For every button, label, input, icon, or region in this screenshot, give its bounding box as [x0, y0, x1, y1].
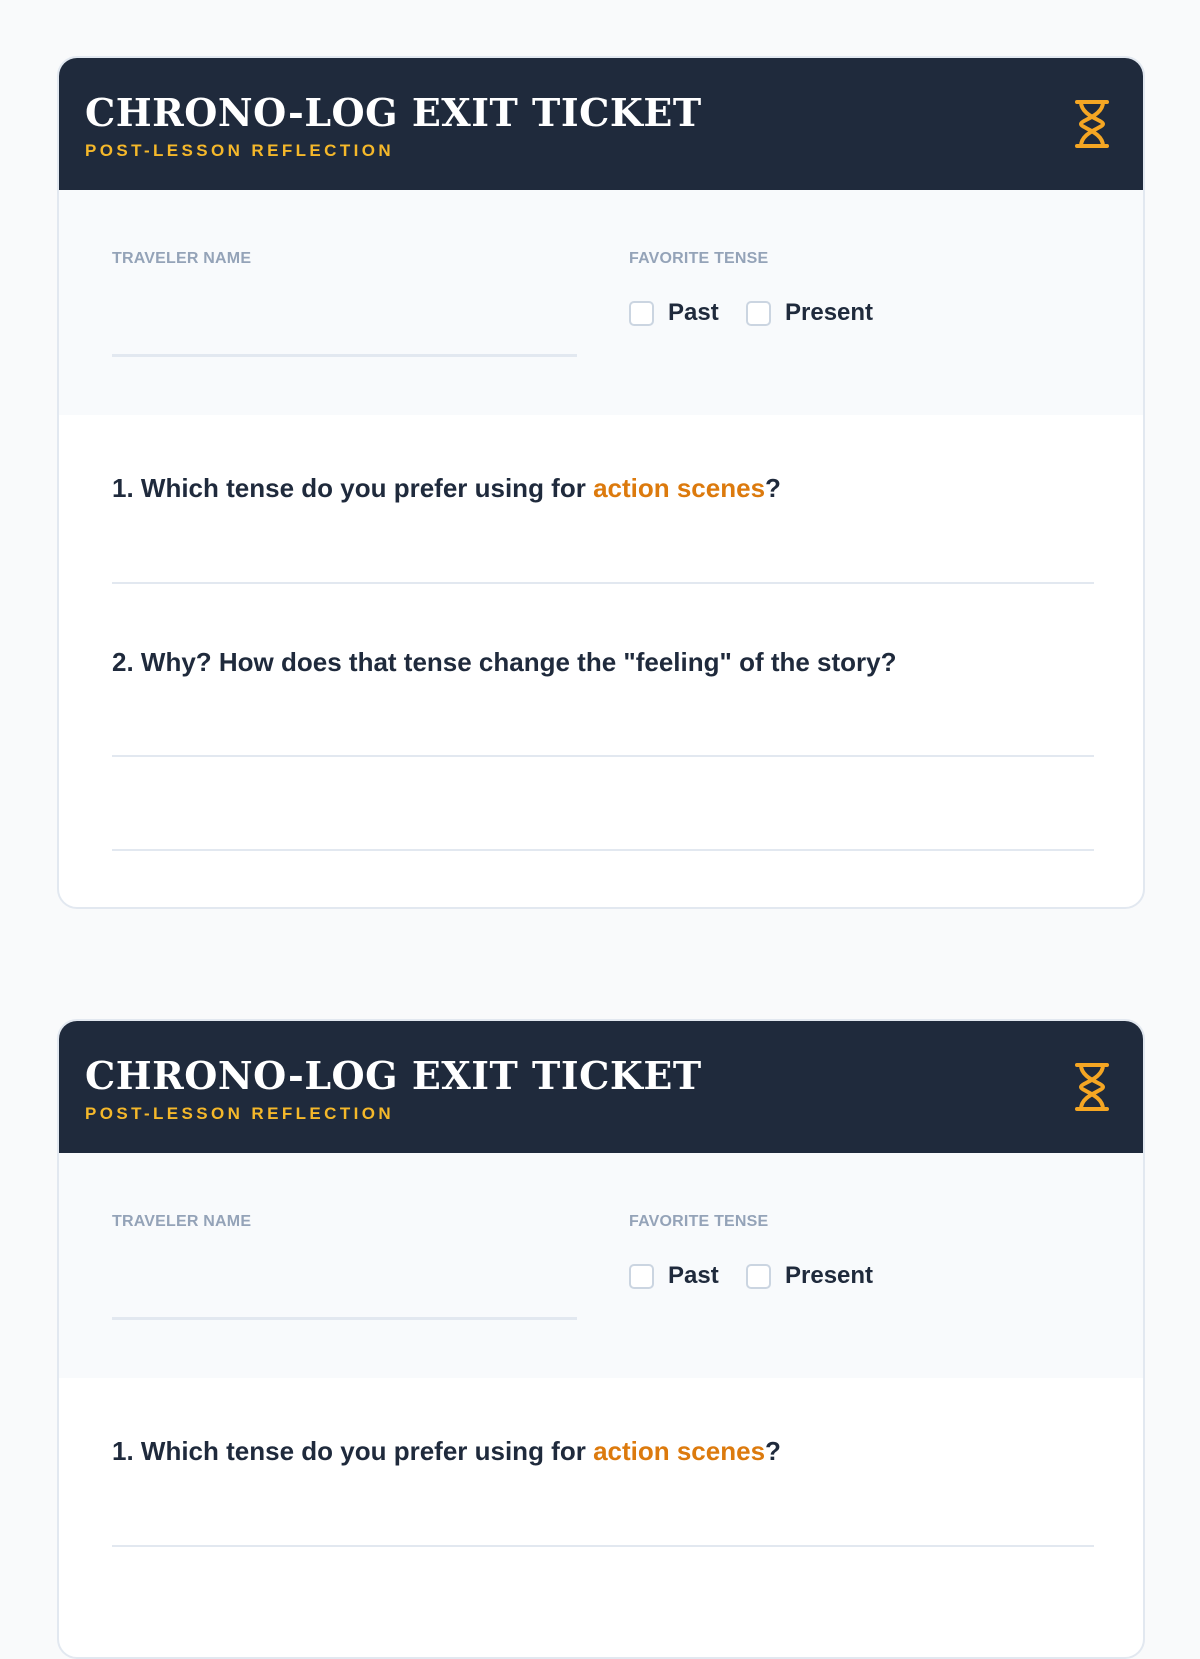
question-1-text: 1. Which tense do you prefer using for: [112, 1436, 594, 1466]
hourglass-icon: [1073, 98, 1111, 150]
question-2: [112, 646, 897, 678]
question-1-suffix: ?: [765, 473, 781, 503]
ticket-title: CHRONO-LOG EXIT TICKET: [85, 1053, 702, 1098]
question-2-text: 2. Why? How does that tense change the "feeling" of the story?: [112, 647, 897, 677]
answer-line-1[interactable]: [112, 1545, 1094, 1547]
tense-option-present[interactable]: [746, 1262, 873, 1290]
past-checkbox[interactable]: [629, 301, 654, 326]
answer-line-2[interactable]: [112, 755, 1094, 757]
present-checkbox[interactable]: [746, 301, 771, 326]
past-option-label: Past: [668, 1262, 719, 1289]
traveler-name-field[interactable]: [112, 1317, 577, 1320]
tense-option-present[interactable]: [746, 299, 873, 327]
traveler-info-section: [59, 190, 1143, 415]
questions-section: [59, 1378, 1143, 1659]
answer-line-3[interactable]: [112, 849, 1094, 851]
ticket-title: CHRONO-LOG EXIT TICKET: [85, 90, 702, 135]
present-option-label: Present: [785, 1262, 874, 1289]
tense-option-past[interactable]: [629, 1262, 719, 1290]
traveler-name-field[interactable]: [112, 354, 577, 357]
question-1-text: 1. Which tense do you prefer using for: [112, 473, 594, 503]
question-1: [112, 472, 781, 504]
ticket-subtitle: POST-LESSON REFLECTION: [85, 1104, 395, 1123]
traveler-info-section: [59, 1153, 1143, 1378]
present-checkbox[interactable]: [746, 1264, 771, 1289]
past-option-label: Past: [668, 299, 719, 326]
ticket-subtitle: POST-LESSON REFLECTION: [85, 141, 395, 160]
traveler-name-label: TRAVELER NAME: [112, 1213, 252, 1230]
hourglass-icon: [1073, 1061, 1111, 1113]
exit-ticket-card: [57, 56, 1145, 909]
exit-ticket-card: [57, 1019, 1145, 1659]
question-1-highlight: action scenes: [593, 473, 766, 503]
answer-line-1[interactable]: [112, 582, 1094, 584]
favorite-tense-label: FAVORITE TENSE: [629, 1213, 769, 1230]
questions-section: [59, 415, 1143, 909]
ticket-header: [59, 58, 1143, 190]
past-checkbox[interactable]: [629, 1264, 654, 1289]
present-option-label: Present: [785, 299, 874, 326]
traveler-name-label: TRAVELER NAME: [112, 250, 252, 267]
question-1-suffix: ?: [765, 1436, 781, 1466]
ticket-header: [59, 1021, 1143, 1153]
favorite-tense-label: FAVORITE TENSE: [629, 250, 769, 267]
question-1-highlight: action scenes: [593, 1436, 766, 1466]
question-1: [112, 1435, 781, 1467]
tense-option-past[interactable]: [629, 299, 719, 327]
